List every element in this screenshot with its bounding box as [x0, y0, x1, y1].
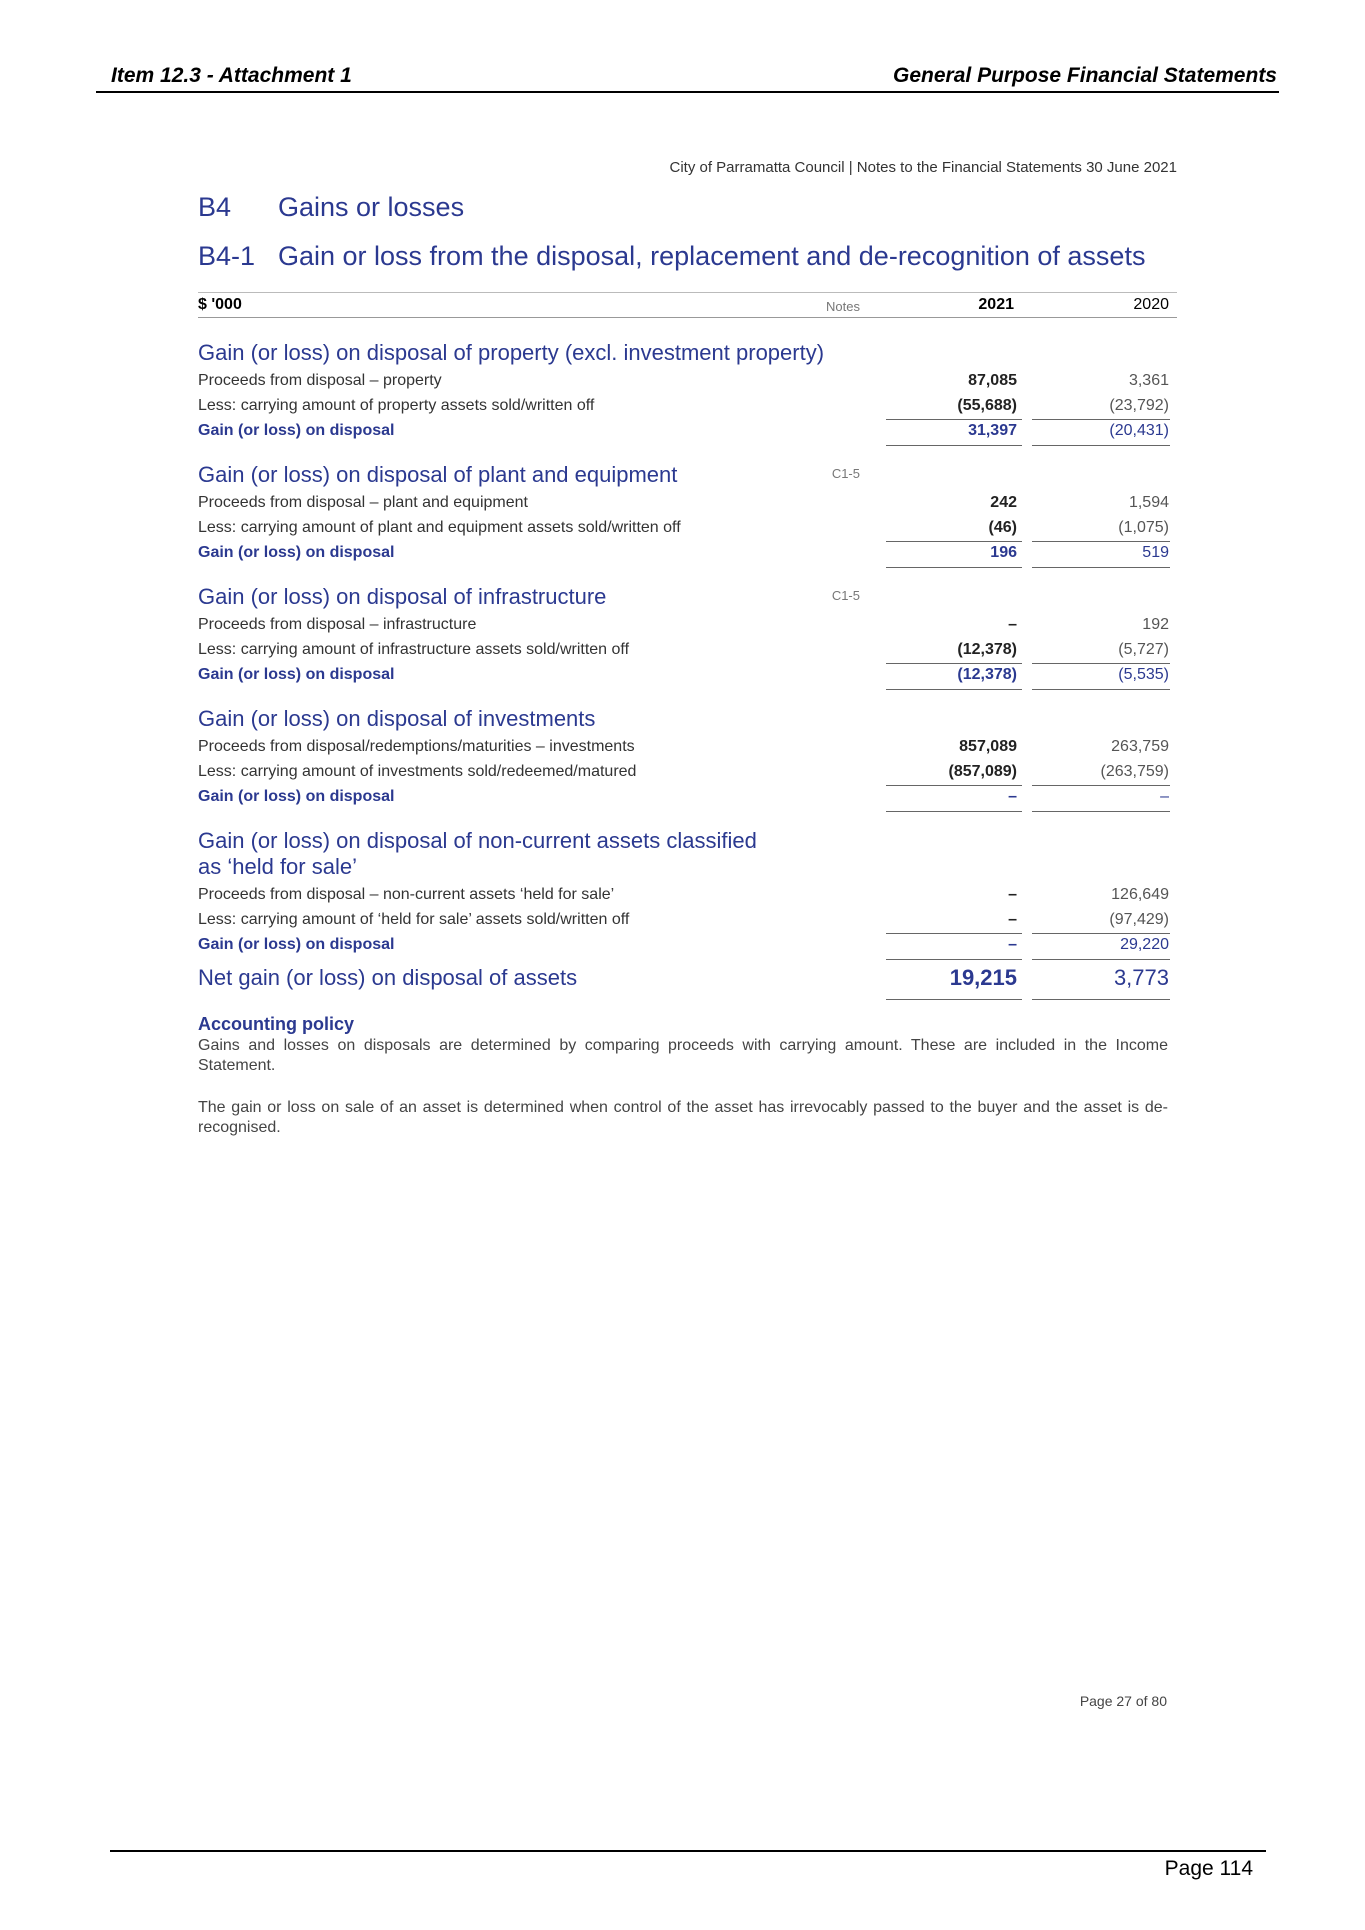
group-title-held-for-sale: Gain (or loss) on disposal of non-current assets classified [198, 828, 757, 853]
inner-page-number: Page 27 of 80 [1079, 1693, 1167, 1709]
row-label: Proceeds from disposal – non-current assets ‘held for sale’ [198, 886, 615, 903]
value-2020: 1,594 [1128, 494, 1169, 511]
table-row [198, 911, 1169, 933]
footer-divider [110, 1850, 1266, 1852]
total-underline-2021 [886, 999, 1022, 1000]
row-label: Less: carrying amount of investments sold/redeemed/matured [198, 763, 637, 780]
table-row [198, 397, 1169, 419]
subtotal-rule-2021 [886, 541, 1022, 542]
value-2020: 263,759 [1111, 738, 1169, 755]
subtotal-underline-2020 [1032, 689, 1170, 690]
value-2021: (55,688) [957, 397, 1017, 414]
value-2020: 126,649 [1111, 886, 1169, 903]
subtotal-underline-2021 [886, 445, 1022, 446]
subtotal-label: Gain (or loss) on disposal [198, 422, 395, 439]
value-2021: – [1008, 616, 1017, 633]
value-2020: (97,429) [1109, 911, 1169, 928]
subtotal-2021: 196 [990, 544, 1017, 561]
subtotal-underline-2021 [886, 689, 1022, 690]
section-heading [198, 192, 464, 223]
group-title-investments: Gain (or loss) on disposal of investments [198, 706, 596, 731]
subtotal-rule-2020 [1032, 541, 1170, 542]
table-row [198, 494, 1169, 516]
value-2021: (12,378) [957, 641, 1017, 658]
subtotal-2020: (5,535) [1118, 666, 1169, 683]
subsection-number: B4-1 [198, 241, 256, 271]
subtotal-row [198, 936, 1169, 958]
subtotal-underline-2021 [886, 567, 1022, 568]
net-total-row [198, 965, 1169, 995]
table-row [198, 738, 1169, 760]
value-2021: (46) [988, 519, 1017, 536]
note-reference: C1-5 [831, 588, 860, 603]
value-2021: 242 [990, 494, 1017, 511]
table-row [198, 372, 1169, 394]
subtotal-rule-2020 [1032, 933, 1170, 934]
subtotal-label: Gain (or loss) on disposal [198, 544, 395, 561]
accounting-policy-heading: Accounting policy [198, 1014, 355, 1034]
attachment-label: Item 12.3 - Attachment 1 [111, 64, 352, 87]
net-total-2021: 19,215 [949, 965, 1017, 990]
table-header-rule [198, 317, 1177, 318]
value-2020: 192 [1142, 616, 1169, 633]
value-2021: 87,085 [968, 372, 1017, 389]
subtotal-2020: 519 [1142, 544, 1169, 561]
table-row [198, 519, 1169, 541]
section-title: Gains or losses [278, 192, 465, 222]
subtotal-2020: 29,220 [1120, 936, 1169, 953]
subtotal-underline-2020 [1032, 959, 1170, 960]
value-2020: (23,792) [1109, 397, 1169, 414]
value-2021: 857,089 [959, 738, 1017, 755]
value-2021: – [1008, 911, 1017, 928]
document-type-label: General Purpose Financial Statements [893, 64, 1277, 87]
subtotal-label: Gain (or loss) on disposal [198, 788, 395, 805]
value-2021: (857,089) [948, 763, 1017, 780]
group-title-property: Gain (or loss) on disposal of property (excl. investment property) [198, 340, 825, 365]
subsection-title: Gain or loss from the disposal, replacement and de-recognition of assets [278, 241, 1146, 271]
subtotal-label: Gain (or loss) on disposal [198, 666, 395, 683]
section-number: B4 [198, 192, 232, 222]
subtotal-underline-2020 [1032, 445, 1170, 446]
column-header-unit: $ '000 [198, 296, 242, 313]
row-label: Less: carrying amount of infrastructure assets sold/written off [198, 641, 630, 658]
column-header-notes: Notes [826, 299, 860, 314]
value-2020: (5,727) [1118, 641, 1169, 658]
header-divider [96, 91, 1279, 93]
subtotal-underline-2020 [1032, 567, 1170, 568]
net-total-2020: 3,773 [1113, 965, 1169, 990]
table-row [198, 641, 1169, 663]
subtotal-underline-2021 [886, 811, 1022, 812]
group-title-plant-equipment: Gain (or loss) on disposal of plant and equipment [198, 462, 678, 487]
subtotal-2021: 31,397 [968, 422, 1017, 439]
total-underline-2020 [1032, 999, 1170, 1000]
row-label: Less: carrying amount of ‘held for sale’ assets sold/written off [198, 911, 630, 928]
row-label: Less: carrying amount of property assets sold/written off [198, 397, 595, 414]
subtotal-row [198, 788, 1169, 810]
column-header-2021: 2021 [978, 296, 1014, 313]
column-header-2020: 2020 [1133, 296, 1169, 313]
subtotal-2021: – [1008, 788, 1017, 805]
subtotal-rule-2020 [1032, 785, 1170, 786]
page-number: Page 114 [1164, 1857, 1253, 1880]
row-label: Proceeds from disposal – infrastructure [198, 616, 477, 633]
group-title-infrastructure: Gain (or loss) on disposal of infrastructure [198, 584, 607, 609]
subsection-heading [198, 241, 1145, 272]
subtotal-rule-2021 [886, 663, 1022, 664]
table-row [198, 616, 1169, 638]
subtotal-label: Gain (or loss) on disposal [198, 936, 395, 953]
subtotal-rule-2021 [886, 933, 1022, 934]
value-2021: – [1008, 886, 1017, 903]
subtotal-rule-2020 [1032, 419, 1170, 420]
row-label: Proceeds from disposal/redemptions/maturities – investments [198, 738, 635, 755]
row-label: Less: carrying amount of plant and equipment assets sold/written off [198, 519, 681, 536]
subtotal-row [198, 422, 1169, 444]
table-row [198, 763, 1169, 785]
subtotal-2021: (12,378) [957, 666, 1017, 683]
policy-paragraph-2: The gain or loss on sale of an asset is determined when control of the asset has irrevocably passed to the buyer and the asset is de-recognised. [198, 1099, 1168, 1136]
subtotal-rule-2021 [886, 419, 1022, 420]
subtotal-underline-2020 [1032, 811, 1170, 812]
subtotal-row [198, 666, 1169, 688]
subtotal-2020: (20,431) [1109, 422, 1169, 439]
subtotal-rule-2020 [1032, 663, 1170, 664]
policy-paragraph-1: Gains and losses on disposals are determined by comparing proceeds with carrying amount. These are included in the Income Statement. [198, 1037, 1168, 1074]
subtotal-rule-2021 [886, 785, 1022, 786]
subtotal-row [198, 544, 1169, 566]
group-title-held-for-sale-line2: as ‘held for sale’ [198, 854, 357, 879]
subtotal-2021: – [1008, 936, 1017, 953]
subtotal-2020: – [1160, 788, 1169, 805]
net-total-label: Net gain (or loss) on disposal of assets [198, 965, 578, 990]
page-subheader: City of Parramatta Council | Notes to the Financial Statements 30 June 2021 [669, 159, 1177, 176]
table-top-rule [198, 292, 1177, 293]
subtotal-underline-2021 [886, 959, 1022, 960]
row-label: Proceeds from disposal – plant and equipment [198, 494, 528, 511]
value-2020: (263,759) [1100, 763, 1169, 780]
value-2020: (1,075) [1118, 519, 1169, 536]
row-label: Proceeds from disposal – property [198, 372, 442, 389]
table-row [198, 886, 1169, 908]
value-2020: 3,361 [1128, 372, 1169, 389]
note-reference: C1-5 [831, 466, 860, 481]
